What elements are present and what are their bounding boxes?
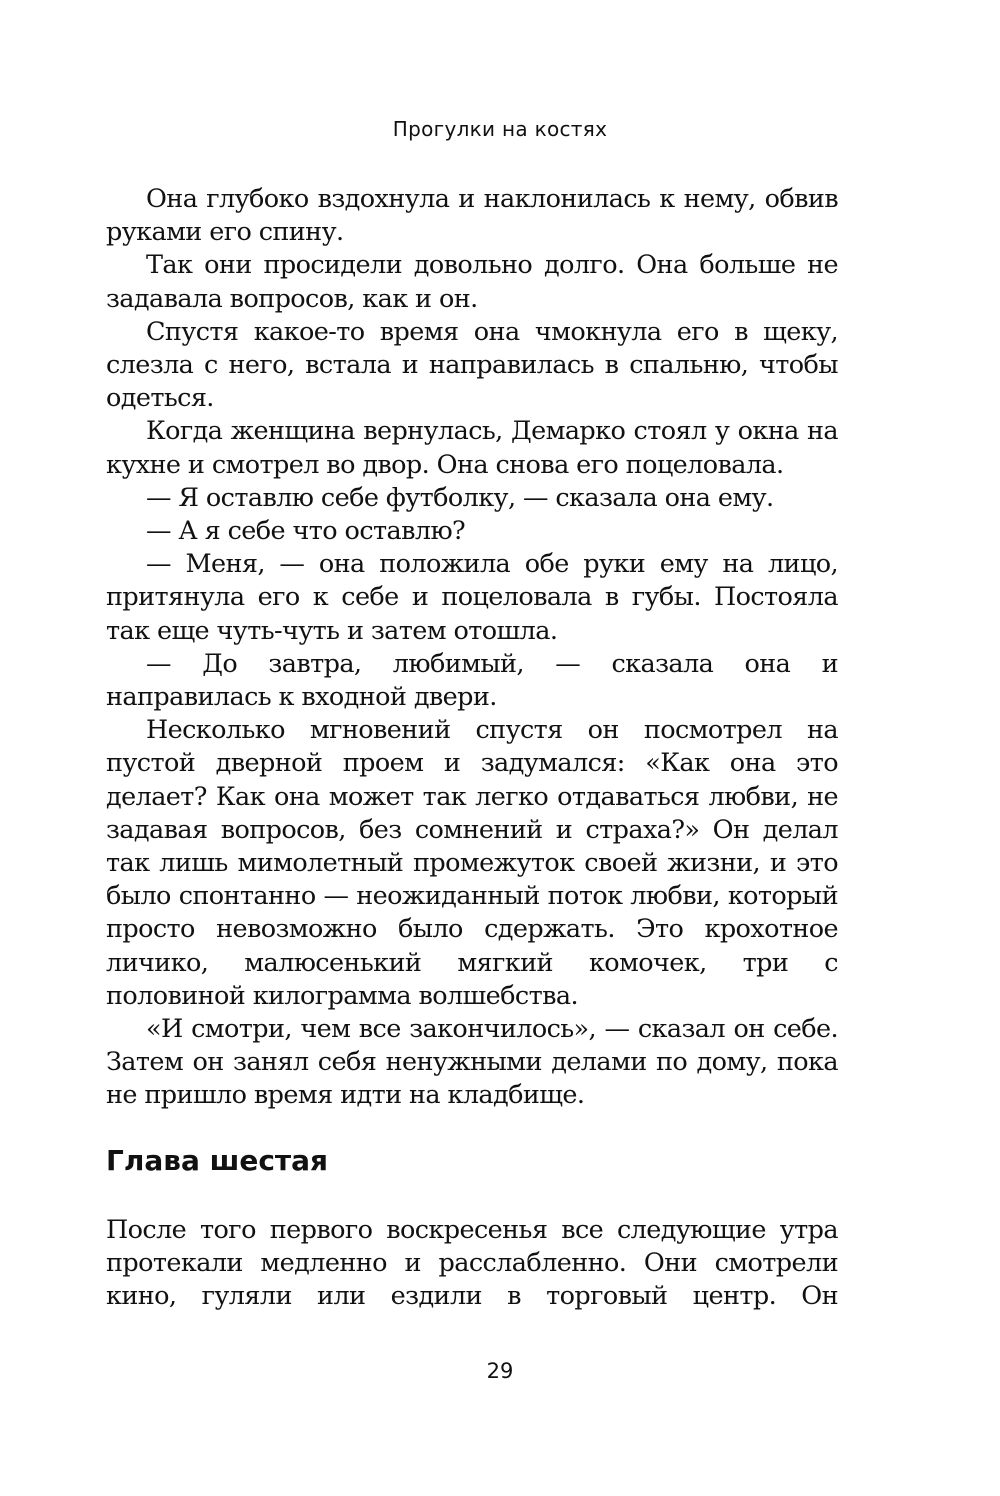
running-head: Прогулки на костях <box>392 117 608 141</box>
paragraph: Несколько мгновений спустя он посмотрел на пустой дверной проем и задумался: «Как она это делает? Как она может так легко отдаваться любви, не задавая вопросов, без сомнений и страха?» Он делал так лишь мимолетный промежуток своей жизни, и это было спонтанно — неожиданный поток любви, который просто невозможно было сдержать. Это крохотное личико, малюсенький мягкий комочек, три с половиной килограмма волшебства. <box>106 715 838 1011</box>
chapter-text <box>106 1214 838 1314</box>
paragraph: «И смотри, чем все закончилось», — сказал он себе. Затем он занял себя ненужными делами по дому, пока не пришло время идти на кладбище. <box>106 1014 838 1111</box>
dialogue-line: — До завтра, любимый, — сказала она и направилась к входной двери. <box>106 648 838 713</box>
paragraph: Так они просидели довольно долго. Она больше не задавала вопросов, как и он. <box>106 250 838 314</box>
dialogue-line: — Меня, — она положила обе руки ему на лицо, притянула его к себе и поцеловала в губы. Постояла так еще чуть-чуть и затем отошла. <box>106 549 838 646</box>
chapter-title: Глава шестая <box>106 1144 329 1177</box>
dialogue-line: — Я оставлю себе футболку, — сказала она ему. <box>146 482 774 513</box>
dialogue-line: — А я себе что оставлю? <box>146 516 466 547</box>
paragraph: Спустя какое-то время она чмокнула его в щеку, слезла с него, встала и направилась в спальню, чтобы одеться. <box>106 316 838 414</box>
paragraph: Когда женщина вернулась, Демарко стоял у окна на кухне и смотрел во двор. Она снова его поцеловала. <box>106 416 838 480</box>
body-text <box>106 183 838 1113</box>
paragraph: Она глубоко вздохнула и наклонилась к нему, обвив руками его спину. <box>106 184 838 248</box>
chapter-opening-paragraph: После того первого воскресенья все следующие утра протекали медленно и расслабленно. Они смотрели кино, гуляли или ездили в торговый центр. Он <box>106 1215 838 1312</box>
page-number: 29 <box>486 1359 514 1383</box>
